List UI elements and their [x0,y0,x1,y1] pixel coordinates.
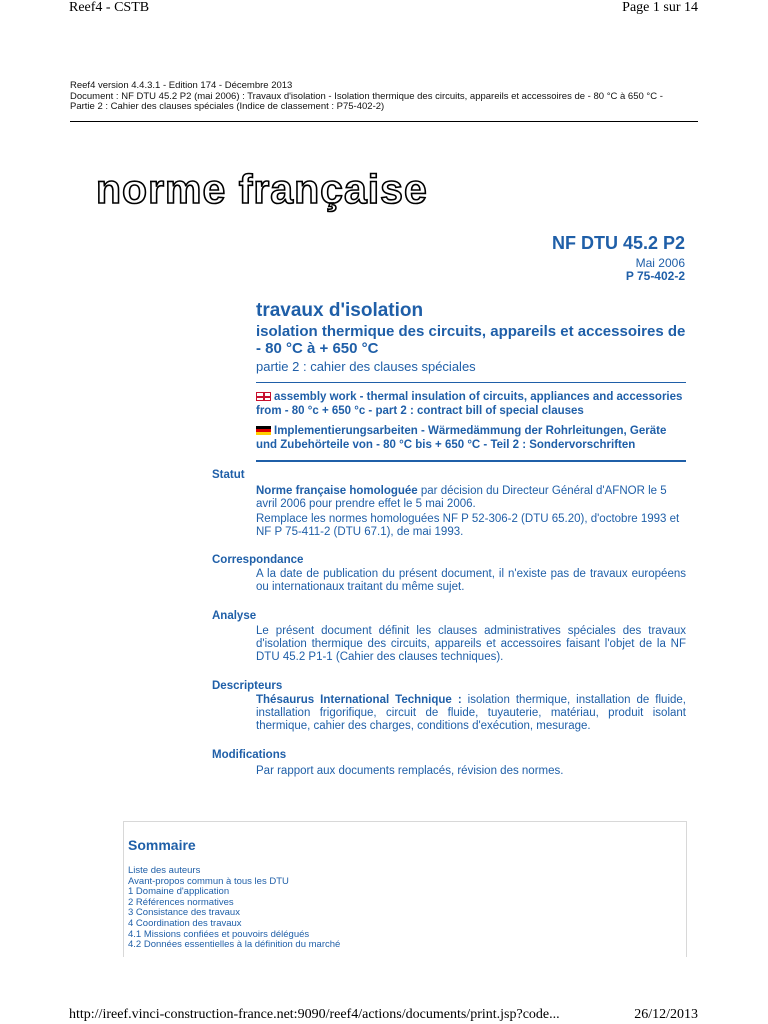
table-of-contents [128,866,678,951]
document-metadata [70,81,700,113]
statut-bold: Norme française homologuée [256,485,418,497]
toc-link[interactable]: 4.1 Missions confiées et pouvoirs délégués [128,928,310,940]
section-label-modifications: Modifications [212,749,287,761]
sommaire-title: Sommaire [128,837,196,853]
toc-link[interactable]: 1 Domaine d'application [128,886,230,898]
browser-header-page: Page 1 sur 14 [622,0,698,15]
toc-link[interactable]: Liste des auteurs [128,865,201,876]
descripteurs-bold: Thésaurus International Technique : [256,694,462,706]
uk-flag-icon [256,392,271,401]
section-label-correspondance: Correspondance [212,554,304,566]
german-flag-icon [256,426,271,435]
section-label-analyse: Analyse [212,610,257,622]
divider [70,121,698,122]
statut-text: par décision du Directeur Général d'AFNOR le 5 avril 2006 pour prendre effet le 5 mai 2006. [256,485,667,510]
toc-link[interactable]: 4 Coordination des travaux [128,917,242,929]
section-body-analyse: Le présent document définit les clauses administratives spéciales des travaux d'isolation thermique des circuits, appareils et accessoires faisant l'objet de la NF DTU 45.2 P1-1 (Cahier des clauses techniques). [256,625,686,663]
descripteurs-text: isolation thermique, installation de fluide, installation frigorifique, circuit de fluide, tuyauterie, matériau, produit isolant thermique, cahier des charges, conditions d'exécution, mesurage. [256,694,686,732]
document-title: travaux d'isolation [256,300,424,321]
browser-header-title: Reef4 - CSTB [69,0,150,15]
document-part: partie 2 : cahier des clauses spéciales [256,359,476,374]
divider [256,460,686,462]
german-title [256,425,686,452]
standard-code: NF DTU 45.2 P2 [551,233,685,253]
section-body-descripteurs [256,694,686,733]
section-body-correspondance: A la date de publication du présent document, il n'existe pas de travaux européens ou internationaux traitant du même sujet. [256,568,686,593]
english-title [256,391,686,418]
toc-link[interactable]: 4.2 Données essentielles à la définition du marché [128,939,341,951]
document-subtitle: isolation thermique des circuits, appareils et accessoires de - 80 °C à + 650 °C [256,323,686,357]
standard-date: Mai 2006 [635,256,685,270]
german-title-text: Implementierungsarbeiten - Wärmedämmung der Rohrleitungen, Geräte und Zubehörteile von - 80 °C bis + 650 °C - Teil 2 : Sondervorschriften [256,425,667,451]
doc-meta-line: Reef4 version 4.4.3.1 - Edition 174 - Décembre 2013 [70,80,293,91]
footer-date: 26/12/2013 [634,1007,698,1022]
divider [256,382,686,383]
toc-link[interactable]: 2 Références normatives [128,896,234,908]
doc-meta-line: Document : NF DTU 45.2 P2 (mai 2006) : Travaux d'isolation - Isolation thermique des circuits, appareils et accessoires de - 80 °C à 650 °C - [70,90,663,102]
section-body-statut [256,485,686,539]
footer-url: http://ireef.vinci-construction-france.net:9090/reef4/actions/documents/print.jsp?code... [69,1007,560,1022]
english-title-text: assembly work - thermal insulation of circuits, appliances and accessories from - 80 °c + 650 °c - part 2 : contract bill of special clauses [256,391,683,417]
norme-francaise-logo: norme française [96,166,428,212]
doc-meta-line: Partie 2 : Cahier des clauses spéciales (Indice de classement : P75-402-2) [70,101,385,112]
statut-replaces: Remplace les normes homologuées NF P 52-306-2 (DTU 65.20), d'octobre 1993 et NF P 75-411-2 (DTU 67.1), de mai 1993. [256,513,680,538]
toc-link[interactable]: Avant-propos commun à tous les DTU [128,875,289,887]
toc-link[interactable]: 3 Consistance des travaux [128,907,240,919]
section-body-modifications: Par rapport aux documents remplacés, révision des normes. [256,765,564,777]
standard-classification: P 75-402-2 [625,269,685,283]
section-label-statut: Statut [212,469,245,481]
section-label-descripteurs: Descripteurs [212,680,283,692]
